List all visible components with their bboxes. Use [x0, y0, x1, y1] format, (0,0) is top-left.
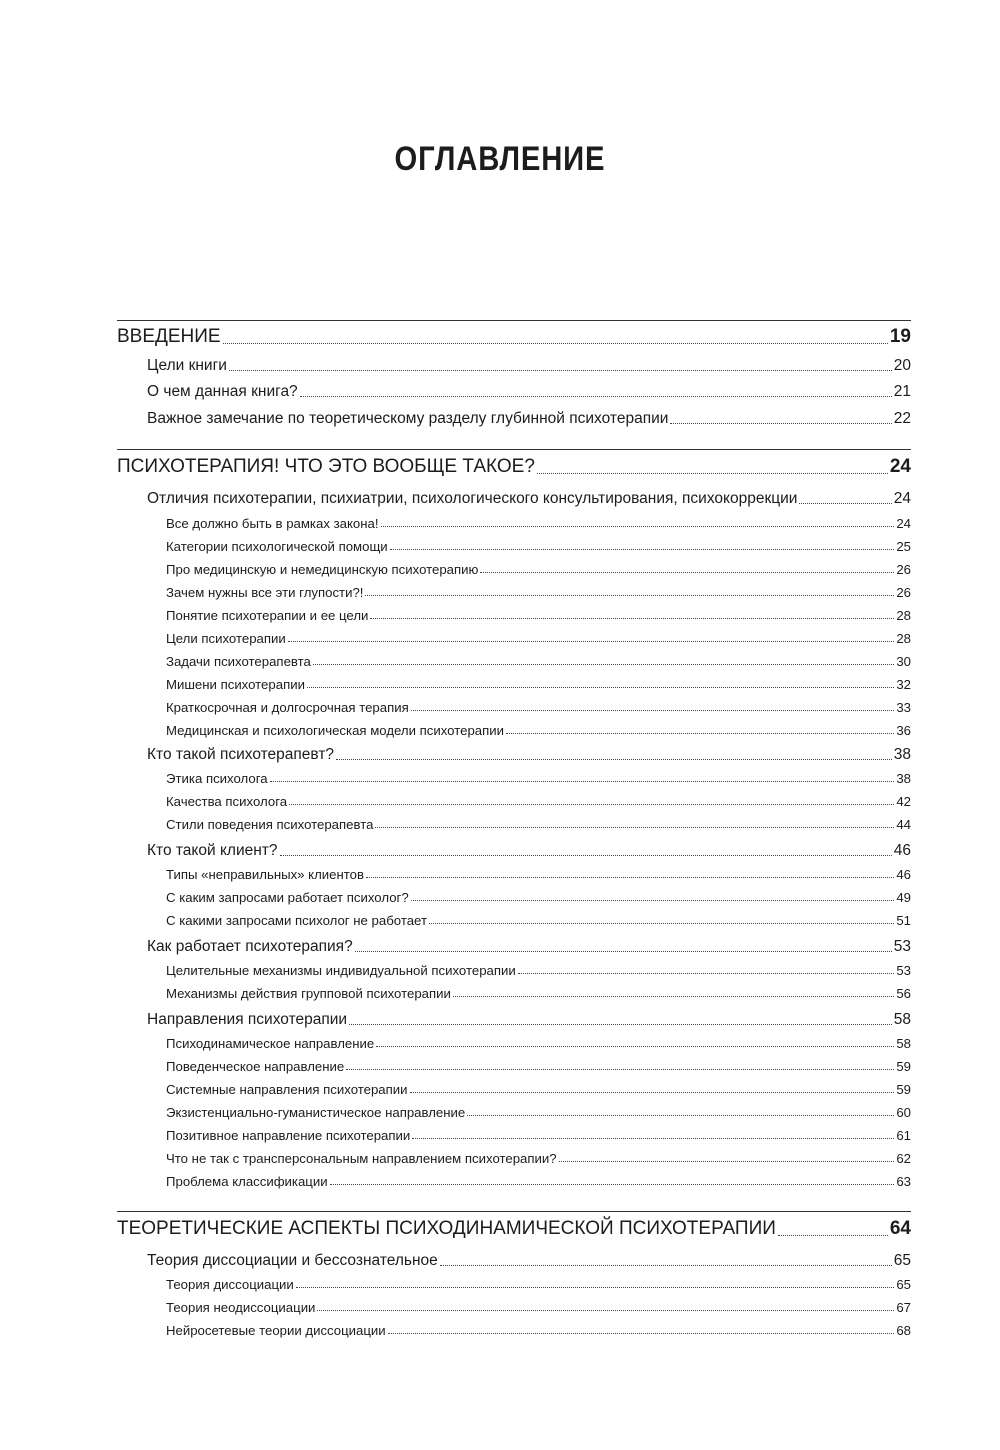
toc-entry-page: 36	[896, 723, 911, 738]
dot-leader	[506, 732, 894, 734]
toc-entry-label: Психодинамическое направление	[166, 1036, 375, 1051]
toc-entry-label: С какими запросами психолог не работает	[166, 913, 427, 928]
toc-chapter[interactable]	[147, 1011, 911, 1029]
toc-entry-label: Задачи психотерапевта	[166, 654, 311, 669]
dot-leader	[365, 594, 894, 596]
toc-chapter[interactable]	[147, 746, 911, 764]
toc-entry-page: 24	[896, 516, 911, 531]
toc-subchapter[interactable]	[166, 890, 911, 905]
toc-subchapter[interactable]	[166, 867, 911, 882]
toc-chapter[interactable]	[147, 410, 911, 428]
toc-entry-label: Нейросетевые теории диссоциации	[166, 1323, 386, 1338]
toc-subchapter[interactable]	[166, 1105, 911, 1120]
toc-entry-page: 25	[896, 539, 911, 554]
dot-leader	[467, 1114, 894, 1116]
toc-entry-label: Мишени психотерапии	[166, 677, 305, 692]
toc-entry-label: Направления психотерапии	[147, 1011, 348, 1028]
toc-subchapter[interactable]	[166, 1059, 911, 1074]
dot-leader	[412, 1137, 894, 1139]
toc-entry-label: Понятие психотерапии и ее цели	[166, 608, 369, 623]
dot-leader	[288, 640, 895, 642]
toc-subchapter[interactable]	[166, 963, 911, 978]
toc-entry-label: Позитивное направление психотерапии	[166, 1128, 411, 1143]
toc-chapter[interactable]	[147, 490, 911, 508]
dot-leader	[289, 803, 894, 805]
dot-leader	[480, 571, 894, 573]
dot-leader	[346, 1068, 894, 1070]
dot-leader	[330, 1183, 895, 1185]
toc-entry-label: Медицинская и психологическая модели психотерапии	[166, 723, 504, 738]
toc-entry-label: Отличия психотерапии, психиатрии, психологического консультирования, психокоррекции	[147, 490, 798, 507]
dot-leader	[670, 422, 891, 424]
toc-entry-label: Зачем нужны все эти глупости?!	[166, 585, 364, 600]
toc-entry-page: 56	[896, 986, 911, 1001]
toc-subchapter[interactable]	[166, 539, 911, 554]
toc-subchapter[interactable]	[166, 1082, 911, 1097]
dot-leader	[381, 525, 895, 527]
toc-entry-page: 38	[893, 746, 911, 763]
toc-entry-label: Важное замечание по теоретическому разделу глубинной психотерапии	[147, 410, 669, 427]
toc-subchapter[interactable]	[166, 1323, 911, 1338]
toc-entry-page: 46	[893, 842, 911, 859]
dot-leader	[280, 854, 892, 856]
toc-entry-page: 32	[896, 677, 911, 692]
dot-leader	[375, 826, 894, 828]
toc-entry-page: 38	[896, 771, 911, 786]
dot-leader	[559, 1160, 895, 1162]
toc-subchapter[interactable]	[166, 1036, 911, 1051]
toc-entry-label: Системные направления психотерапии	[166, 1082, 408, 1097]
toc-entry-page: 28	[896, 631, 911, 646]
dot-leader	[349, 1023, 892, 1025]
toc-subchapter[interactable]	[166, 516, 911, 531]
toc-entry-page: 26	[896, 562, 911, 577]
dot-leader	[440, 1264, 892, 1266]
toc-entry-page: 53	[896, 963, 911, 978]
toc-subchapter[interactable]	[166, 1300, 911, 1315]
toc-entry-page: 33	[896, 700, 911, 715]
toc-entry-page: 67	[896, 1300, 911, 1315]
toc-entry-page: 42	[896, 794, 911, 809]
dot-leader	[307, 686, 894, 688]
toc-subchapter[interactable]	[166, 986, 911, 1001]
dot-leader	[778, 1234, 888, 1236]
toc-entry-label: Проблема классификации	[166, 1174, 328, 1189]
toc-entry-page: 65	[896, 1277, 911, 1292]
toc-entry-label: Кто такой психотерапевт?	[147, 746, 335, 763]
toc-entry-label: Типы «неправильных» клиентов	[166, 867, 365, 882]
toc-subchapter[interactable]	[166, 1277, 911, 1292]
toc-section[interactable]	[117, 456, 911, 478]
dot-leader	[410, 1091, 895, 1093]
toc-subchapter[interactable]	[166, 608, 911, 623]
toc-entry-page: 26	[896, 585, 911, 600]
toc-entry-label: Стили поведения психотерапевта	[166, 817, 374, 832]
dot-leader	[370, 617, 894, 619]
toc-subchapter[interactable]	[166, 1128, 911, 1143]
toc-subchapter[interactable]	[166, 913, 911, 928]
toc-subchapter[interactable]	[166, 1151, 911, 1166]
toc-entry-page: 21	[893, 383, 911, 400]
dot-leader	[317, 1309, 894, 1311]
toc-subchapter[interactable]	[166, 654, 911, 669]
toc-entry-page: 22	[893, 410, 911, 427]
toc-entry-label: Поведенческое направление	[166, 1059, 345, 1074]
toc-chapter[interactable]	[147, 938, 911, 956]
dot-leader	[537, 472, 888, 474]
dot-leader	[390, 548, 895, 550]
dot-leader	[366, 876, 894, 878]
section-divider	[117, 1211, 911, 1212]
dot-leader	[799, 502, 891, 504]
section-divider	[117, 449, 911, 450]
toc-entry-label: С каким запросами работает психолог?	[166, 890, 409, 905]
toc-entry-page: 19	[889, 326, 911, 347]
toc-entry-page: 62	[896, 1151, 911, 1166]
toc-entry-page: 58	[896, 1036, 911, 1051]
toc-subchapter[interactable]	[166, 700, 911, 715]
toc-entry-label: Про медицинскую и немедицинскую психотерапию	[166, 562, 479, 577]
toc-entry-label: ВВЕДЕНИЕ	[117, 326, 221, 347]
toc-entry-label: Кто такой клиент?	[147, 842, 278, 859]
toc-entry-label: Качества психолога	[166, 794, 288, 809]
section-divider	[117, 320, 911, 321]
toc-entry-label: Категории психологической помощи	[166, 539, 388, 554]
toc-chapter[interactable]	[147, 383, 911, 401]
toc-entry-label: Механизмы действия групповой психотерапии	[166, 986, 451, 1001]
toc-entry-page: 63	[896, 1174, 911, 1189]
toc-entry-page: 61	[896, 1128, 911, 1143]
toc-subchapter[interactable]	[166, 631, 911, 646]
toc-subchapter[interactable]	[166, 1174, 911, 1189]
toc-entry-page: 44	[896, 817, 911, 832]
dot-leader	[300, 395, 892, 397]
dot-leader	[336, 758, 892, 760]
toc-chapter[interactable]	[147, 1252, 911, 1270]
toc-subchapter[interactable]	[166, 771, 911, 786]
toc-entry-label: Как работает психотерапия?	[147, 938, 353, 955]
dot-leader	[229, 369, 892, 371]
toc-subchapter[interactable]	[166, 585, 911, 600]
toc-entry-page: 24	[893, 490, 911, 507]
dot-leader	[388, 1332, 895, 1334]
toc-subchapter[interactable]	[166, 817, 911, 832]
dot-leader	[518, 972, 895, 974]
toc-entry-page: 24	[889, 456, 911, 477]
dot-leader	[411, 709, 895, 711]
toc-subchapter[interactable]	[166, 562, 911, 577]
dot-leader	[453, 995, 894, 997]
toc-entry-label: Этика психолога	[166, 771, 268, 786]
dot-leader	[296, 1286, 895, 1288]
toc-entry-label: О чем данная книга?	[147, 383, 298, 400]
toc-entry-page: 60	[896, 1105, 911, 1120]
toc-entry-page: 59	[896, 1082, 911, 1097]
toc-entry-label: Теория диссоциации и бессознательное	[147, 1252, 438, 1269]
dot-leader	[376, 1045, 894, 1047]
toc-entry-label: ПСИХОТЕРАПИЯ! ЧТО ЭТО ВООБЩЕ ТАКОЕ?	[117, 456, 535, 477]
toc-entry-label: Теория диссоциации	[166, 1277, 294, 1292]
dot-leader	[313, 663, 894, 665]
toc-entry-page: 53	[893, 938, 911, 955]
toc-entry-page: 49	[896, 890, 911, 905]
page-title: ОГЛАВЛЕНИЕ	[394, 140, 606, 178]
toc-entry-page: 68	[896, 1323, 911, 1338]
toc-entry-page: 58	[893, 1011, 911, 1028]
toc-entry-page: 30	[896, 654, 911, 669]
toc-entry-page: 51	[896, 913, 911, 928]
toc-entry-page: 20	[893, 357, 911, 374]
toc-subchapter[interactable]	[166, 677, 911, 692]
toc-entry-label: Что не так с трансперсональным направлением психотерапии?	[166, 1151, 557, 1166]
toc-entry-label: Экзистенциально-гуманистическое направление	[166, 1105, 466, 1120]
toc-entry-page: 64	[889, 1218, 911, 1239]
toc-entry-label: ТЕОРЕТИЧЕСКИЕ АСПЕКТЫ ПСИХОДИНАМИЧЕСКОЙ ПСИХОТЕРАПИИ	[117, 1218, 776, 1239]
toc-chapter[interactable]	[147, 357, 911, 375]
dot-leader	[355, 950, 892, 952]
dot-leader	[223, 342, 888, 344]
toc-entry-label: Краткосрочная и долгосрочная терапия	[166, 700, 409, 715]
dot-leader	[411, 899, 895, 901]
toc-section[interactable]	[117, 326, 911, 348]
toc-entry-page: 46	[896, 867, 911, 882]
toc-chapter[interactable]	[147, 842, 911, 860]
dot-leader	[429, 922, 894, 924]
toc-entry-label: Цели книги	[147, 357, 227, 374]
dot-leader	[270, 780, 895, 782]
toc-entry-label: Цели психотерапии	[166, 631, 286, 646]
toc-entry-label: Все должно быть в рамках закона!	[166, 516, 379, 531]
toc-entry-label: Целительные механизмы индивидуальной психотерапии	[166, 963, 516, 978]
toc-entry-page: 28	[896, 608, 911, 623]
toc-section[interactable]	[117, 1218, 911, 1240]
toc-subchapter[interactable]	[166, 723, 911, 738]
toc-subchapter[interactable]	[166, 794, 911, 809]
toc-entry-page: 59	[896, 1059, 911, 1074]
toc-entry-label: Теория неодиссоциации	[166, 1300, 316, 1315]
toc-entry-page: 65	[893, 1252, 911, 1269]
